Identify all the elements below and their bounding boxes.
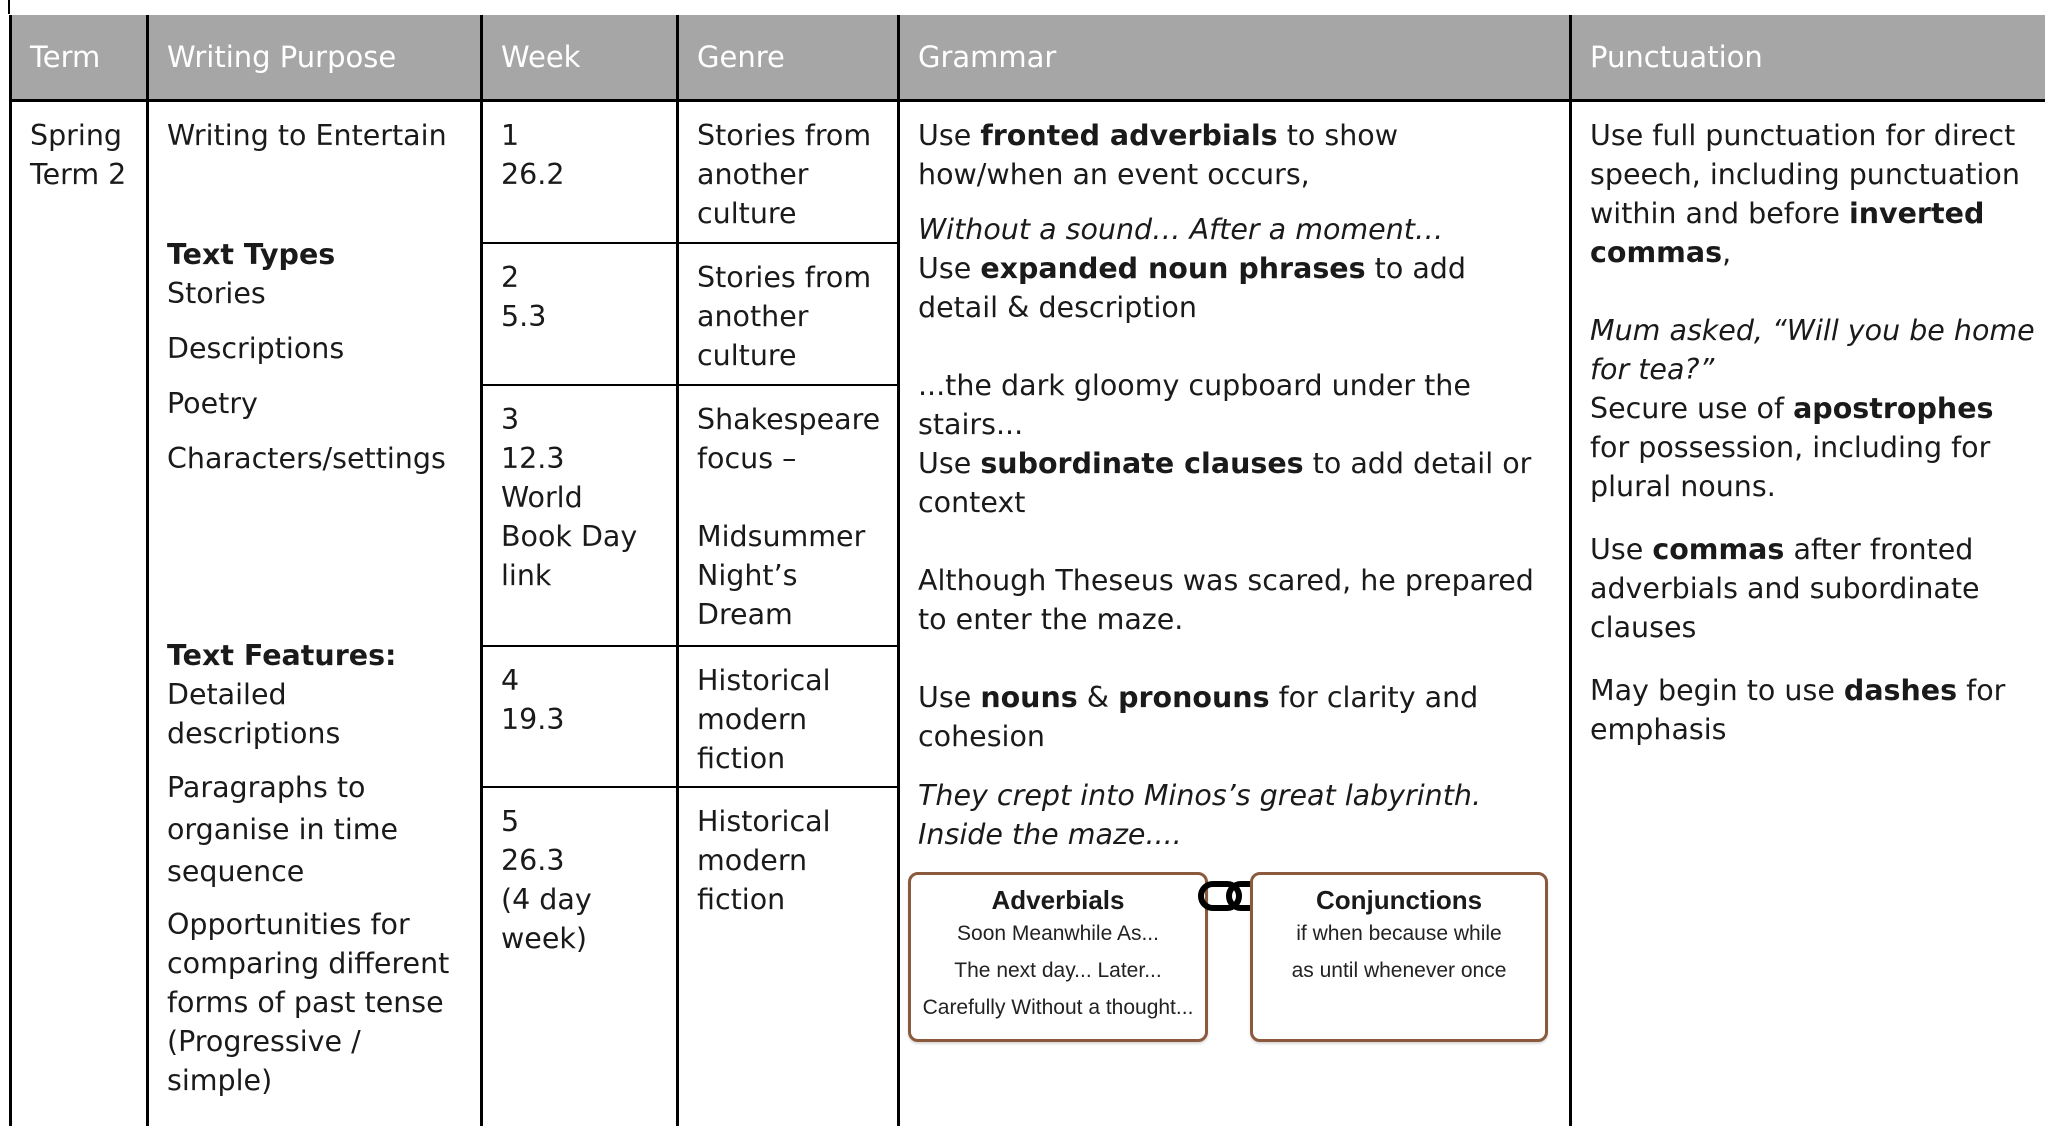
- grammar-nouns-pronouns: Use nouns & pronouns for clarity and cohesion: [918, 678, 1551, 756]
- genre-text: Midsummer Night’s Dream: [697, 517, 879, 634]
- term-line-1: Spring: [30, 116, 128, 155]
- punctuation-dashes: May begin to use dashes for emphasis: [1590, 671, 2036, 749]
- week-cell-3: [482, 385, 678, 646]
- text-types-heading: Text Types: [167, 235, 462, 274]
- week-cell-1: [482, 101, 678, 243]
- genre-cell-4: Historical modern fiction: [678, 646, 899, 787]
- week-number: 5: [501, 802, 658, 841]
- page-edge-line: [8, 0, 10, 14]
- week-cell-2: [482, 243, 678, 385]
- header-writing-purpose: Writing Purpose: [148, 15, 482, 101]
- header-grammar: Grammar: [899, 15, 1571, 101]
- punctuation-direct-speech: Use full punctuation for direct speech, including punctuation within and before inverted commas,: [1590, 116, 2036, 272]
- grammar-noun-phrases: Use expanded noun phrases to add detail & description: [918, 249, 1551, 327]
- header-genre: Genre: [678, 15, 899, 101]
- text-feature-item: Opportunities for comparing different forms of past tense (Progressive / simple): [167, 905, 462, 1100]
- header-week: Week: [482, 15, 678, 101]
- header-term: Term: [11, 15, 148, 101]
- header-punctuation: Punctuation: [1571, 15, 2045, 101]
- purpose-main: Writing to Entertain: [167, 116, 462, 155]
- term-cell: [11, 101, 148, 1126]
- conjunctions-box: [1250, 872, 1548, 1042]
- week-date: 12.3: [501, 439, 658, 478]
- week-date: 26.2: [501, 155, 658, 194]
- punctuation-commas: Use commas after fronted adverbials and subordinate clauses: [1590, 530, 2036, 647]
- genre-cell-5: Historical modern fiction: [678, 787, 899, 1126]
- grammar-cell: [899, 101, 1571, 1126]
- adverbials-title: Adverbials: [911, 885, 1205, 915]
- header-row: [11, 15, 2045, 101]
- week-note: World Book Day link: [501, 478, 658, 595]
- genre-cell-3: [678, 385, 899, 646]
- genre-cell-1: Stories from another culture: [678, 101, 899, 243]
- adverbials-box: [908, 872, 1208, 1042]
- week-number: 2: [501, 258, 658, 297]
- punctuation-example: Mum asked, “Will you be home for tea?”: [1590, 311, 2036, 389]
- text-feature-item: Detailed descriptions: [167, 675, 462, 753]
- punctuation-apostrophes: Secure use of apostrophes for possession, including for plural nouns.: [1590, 389, 2036, 506]
- grammar-example-3: Although Theseus was scared, he prepared to enter the maze.: [918, 561, 1551, 639]
- week-note: (4 day week): [501, 880, 658, 958]
- genre-text: Shakespeare focus –: [697, 400, 879, 478]
- grammar-example-4: They crept into Minos’s great labyrinth. Inside the maze....: [918, 776, 1551, 854]
- adverbials-line: Soon Meanwhile As...: [911, 915, 1205, 952]
- week-number: 3: [501, 400, 658, 439]
- table-row: [11, 101, 2045, 243]
- text-type-item: Poetry: [167, 384, 462, 423]
- text-type-item: Descriptions: [167, 329, 462, 368]
- week-date: 26.3: [501, 841, 658, 880]
- text-type-item: Stories: [167, 274, 462, 313]
- text-type-item: Characters/settings: [167, 439, 462, 478]
- grammar-example-2: ...the dark gloomy cupboard under the stairs...: [918, 366, 1551, 444]
- week-date: 19.3: [501, 700, 658, 739]
- adverbials-line: The next day... Later...: [911, 952, 1205, 989]
- week-number: 1: [501, 116, 658, 155]
- week-date: 5.3: [501, 297, 658, 336]
- connectives-image: [908, 872, 1551, 1062]
- text-features-heading: Text Features:: [167, 636, 462, 675]
- term-line-2: Term 2: [30, 155, 128, 194]
- week-cell-5: [482, 787, 678, 1126]
- text-feature-item: Paragraphs to organise in time sequence: [167, 767, 462, 893]
- writing-purpose-cell: [148, 101, 482, 1126]
- conjunctions-line: as until whenever once: [1253, 952, 1545, 989]
- conjunctions-line: if when because while: [1253, 915, 1545, 952]
- week-number: 4: [501, 661, 658, 700]
- conjunctions-title: Conjunctions: [1253, 885, 1545, 915]
- punctuation-cell: [1571, 101, 2045, 1126]
- grammar-example-1: Without a sound… After a moment…: [918, 210, 1551, 249]
- curriculum-table: [9, 15, 2045, 1126]
- adverbials-line: Carefully Without a thought...: [911, 989, 1205, 1026]
- genre-cell-2: Stories from another culture: [678, 243, 899, 385]
- grammar-fronted-adverbials: Use fronted adverbials to show how/when an event occurs,: [918, 116, 1551, 194]
- week-cell-4: [482, 646, 678, 787]
- grammar-subordinate-clauses: Use subordinate clauses to add detail or context: [918, 444, 1551, 522]
